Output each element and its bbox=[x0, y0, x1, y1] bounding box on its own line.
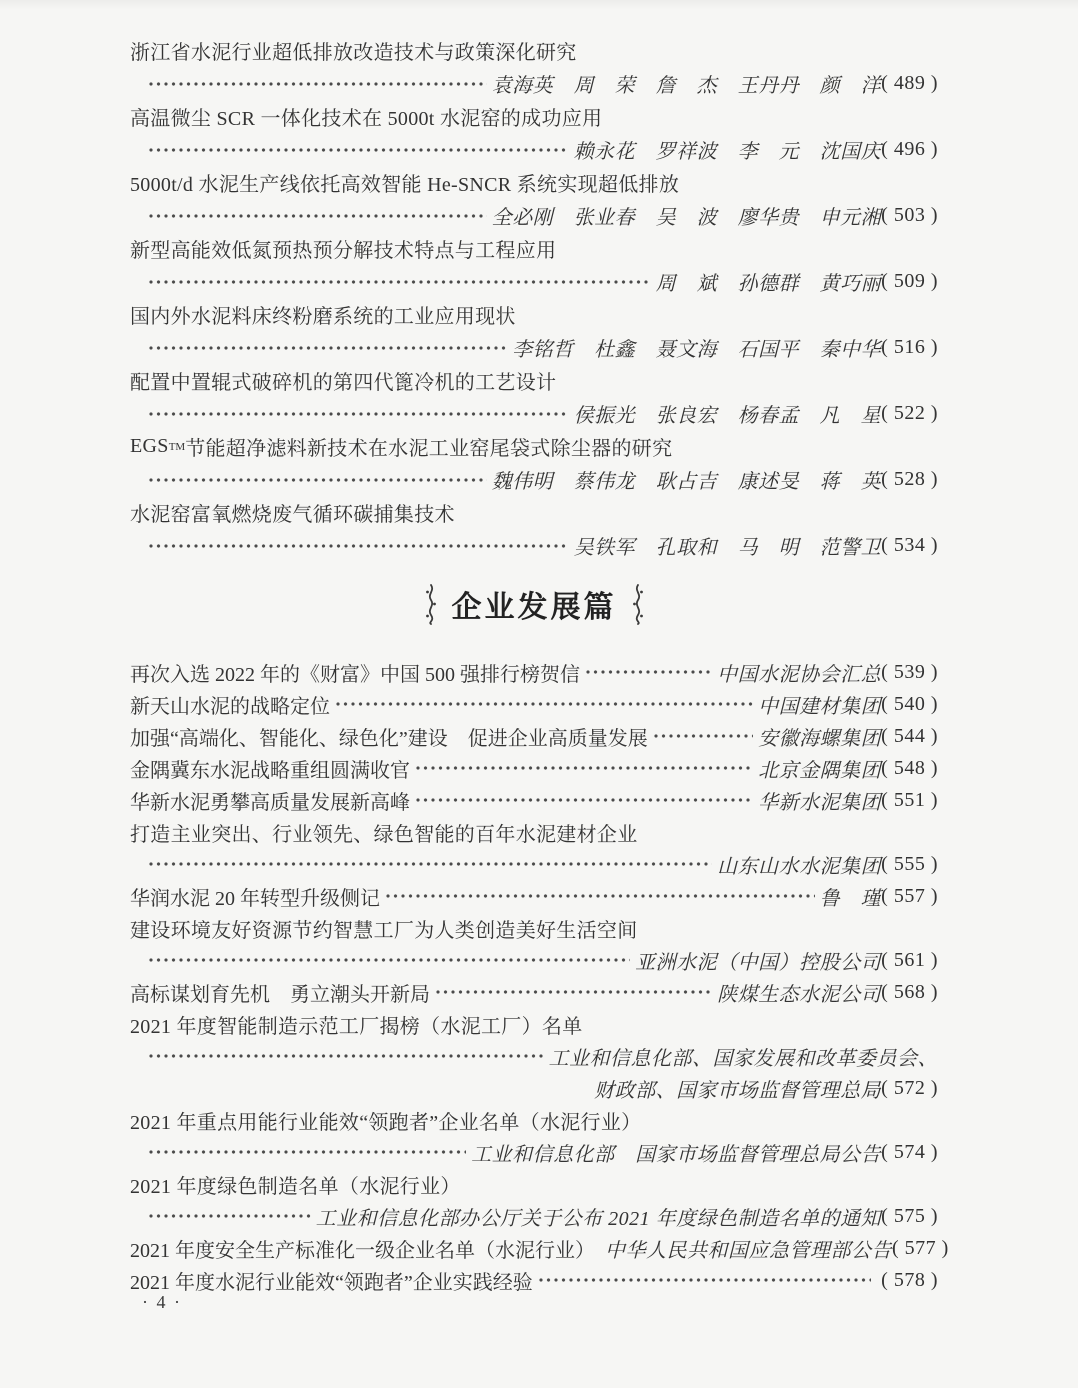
dot-leader bbox=[415, 790, 753, 810]
entry-source: 工业和信息化部办公厅关于公布 2021 年度绿色制造名单的通知 bbox=[315, 1207, 882, 1230]
entry-title: 2021 年度安全生产标准化一级企业名单（水泥行业） bbox=[130, 1239, 595, 1262]
dot-leader bbox=[435, 982, 712, 1002]
entry-page-number: ( 516 ) bbox=[881, 336, 938, 358]
entry-authors: 周 斌 孙德群 黄巧丽 bbox=[655, 273, 882, 295]
entry-author-line bbox=[130, 944, 938, 976]
page-number-footer: · 4 · bbox=[142, 1292, 182, 1312]
entry-authors: 赖永花 罗祥波 李 元 沈国庆 bbox=[573, 141, 882, 163]
dot-leader bbox=[148, 206, 487, 226]
toc-entry bbox=[130, 496, 938, 562]
dot-leader bbox=[585, 662, 712, 682]
entry-page-number: ( 522 ) bbox=[881, 402, 938, 424]
entry-authors: 吴铁军 孔取和 马 明 范警卫 bbox=[573, 537, 882, 559]
entry-title-text: 节能超净滤料新技术在水泥工业窑尾袋式除尘器的研究 bbox=[185, 438, 673, 460]
entry-source: 陕煤生态水泥公司 bbox=[717, 983, 882, 1006]
section-heading bbox=[130, 578, 938, 630]
dot-leader bbox=[148, 950, 630, 970]
entry-title: 高标谋划育先机 勇立潮头开新局 bbox=[130, 983, 430, 1006]
entry-page-number: ( 540 ) bbox=[881, 692, 938, 715]
entry-page-number: ( 489 ) bbox=[881, 72, 938, 94]
toc-entry bbox=[130, 1168, 938, 1232]
entry-author-line bbox=[130, 1136, 938, 1168]
entry-title: 水泥窑富氧燃烧废气循环碳捕集技术 bbox=[130, 504, 455, 526]
entry-title bbox=[130, 430, 938, 463]
entry-page-number: ( 572 ) bbox=[881, 1076, 938, 1099]
entry-source: 中国建材集团 bbox=[758, 695, 882, 718]
entry-page-number: ( 575 ) bbox=[881, 1204, 938, 1227]
toc-entry bbox=[130, 976, 938, 1008]
entry-source: 财政部、国家市场监督管理总局 bbox=[594, 1079, 882, 1102]
entry-page-number: ( 528 ) bbox=[881, 468, 938, 490]
toc-entry bbox=[130, 880, 938, 912]
dot-leader bbox=[148, 1206, 311, 1226]
dot-leader bbox=[385, 886, 815, 906]
entry-source: 中国水泥协会汇总 bbox=[717, 663, 882, 686]
entry-title: 新天山水泥的战略定位 bbox=[130, 695, 330, 718]
entry-source: 北京金隅集团 bbox=[758, 759, 882, 782]
entry-author-line bbox=[130, 397, 938, 430]
toc-entry bbox=[130, 100, 938, 166]
dot-leader bbox=[335, 694, 753, 714]
entry-author-line bbox=[130, 265, 938, 298]
entry-authors: 李铭哲 杜鑫 聂文海 石国平 秦中华 bbox=[512, 339, 882, 361]
floral-ornament-icon bbox=[424, 583, 438, 625]
entry-title: 高温微尘 SCR 一体化技术在 5000t 水泥窑的成功应用 bbox=[130, 108, 603, 130]
entry-authors: 袁海英 周 荣 詹 杰 王丹丹 颜 洋 bbox=[491, 75, 882, 97]
enterprise-toc-section bbox=[130, 656, 949, 1296]
dot-leader bbox=[653, 726, 753, 746]
entry-page-number: ( 577 ) bbox=[892, 1236, 949, 1259]
entry-page-number: ( 557 ) bbox=[881, 884, 938, 907]
dot-leader bbox=[148, 854, 712, 874]
entry-author-line bbox=[130, 199, 938, 232]
dot-leader bbox=[148, 1046, 544, 1066]
entry-title: 建设环境友好资源节约智慧工厂为人类创造美好生活空间 bbox=[130, 919, 638, 942]
entry-author-line bbox=[130, 529, 938, 562]
toc-entry bbox=[130, 912, 938, 976]
entry-title: 打造主业突出、行业领先、绿色智能的百年水泥建材企业 bbox=[130, 823, 638, 846]
entry-author-line bbox=[130, 331, 938, 364]
section-title: 企业发展篇 bbox=[451, 591, 617, 624]
entry-title: 2021 年重点用能行业能效“领跑者”企业名单（水泥行业） bbox=[130, 1111, 642, 1134]
entry-source: 工业和信息化部、国家发展和改革委员会、 bbox=[548, 1047, 938, 1070]
toc-entry bbox=[130, 364, 938, 430]
dot-leader bbox=[148, 404, 569, 424]
entry-page-number: ( 539 ) bbox=[881, 660, 938, 683]
entry-page-number: ( 509 ) bbox=[881, 270, 938, 292]
dot-leader bbox=[148, 74, 487, 94]
entry-author-line bbox=[130, 67, 938, 100]
toc-entry bbox=[130, 1232, 949, 1264]
entry-author-line bbox=[130, 463, 938, 496]
entry-title: 配置中置辊式破碎机的第四代篦冷机的工艺设计 bbox=[130, 372, 557, 394]
entry-page-number: ( 578 ) bbox=[881, 1268, 938, 1291]
entry-author-line bbox=[130, 133, 938, 166]
toc-entry bbox=[130, 656, 938, 688]
entry-page-number: ( 574 ) bbox=[881, 1140, 938, 1163]
toc-entry bbox=[130, 784, 938, 816]
toc-entry bbox=[130, 752, 938, 784]
entry-title: 5000t/d 水泥生产线依托高效智能 He-SNCR 系统实现超低排放 bbox=[130, 174, 680, 196]
entry-page-number: ( 544 ) bbox=[881, 724, 938, 747]
entry-page-number: ( 534 ) bbox=[881, 534, 938, 556]
entry-authors: 全必刚 张业春 吴 波 廖华贵 申元湘 bbox=[491, 207, 882, 229]
dot-leader bbox=[415, 758, 753, 778]
entry-page-number: ( 496 ) bbox=[881, 138, 938, 160]
entry-page-number: ( 568 ) bbox=[881, 980, 938, 1003]
dot-leader bbox=[538, 1270, 871, 1290]
entry-source: 华新水泥集团 bbox=[758, 791, 882, 814]
entry-source: 工业和信息化部 国家市场监督管理总局公告 bbox=[471, 1143, 882, 1166]
entry-title: 国内外水泥料床终粉磨系统的工业应用现状 bbox=[130, 306, 516, 328]
entry-title: 华润水泥 20 年转型升级侧记 bbox=[130, 887, 380, 910]
entry-source: 亚洲水泥（中国）控股公司 bbox=[635, 951, 882, 974]
entry-author-line bbox=[130, 848, 938, 880]
dot-leader bbox=[148, 140, 569, 160]
entry-title: 华新水泥勇攀高质量发展新高峰 bbox=[130, 791, 410, 814]
entry-authors: 魏伟明 蔡伟龙 耿占吉 康述旻 蒋 英 bbox=[491, 471, 882, 493]
toc-entry bbox=[130, 430, 938, 496]
entry-title: 浙江省水泥行业超低排放改造技术与政策深化研究 bbox=[130, 42, 577, 64]
toc-entry bbox=[130, 1264, 938, 1296]
dot-leader bbox=[148, 1142, 466, 1162]
entry-source: 中华人民共和国应急管理部公告 bbox=[605, 1239, 892, 1262]
entry-title: 2021 年度绿色制造名单（水泥行业） bbox=[130, 1175, 461, 1198]
entry-source: 鲁 瑾 bbox=[819, 887, 882, 910]
dot-leader bbox=[148, 272, 651, 292]
toc-entry bbox=[130, 166, 938, 232]
toc-entry bbox=[130, 720, 938, 752]
toc-entry bbox=[130, 1008, 938, 1104]
entry-author-line bbox=[130, 1200, 938, 1232]
trademark-superscript: TM bbox=[168, 440, 186, 453]
entry-title: 再次入选 2022 年的《财富》中国 500 强排行榜贺信 bbox=[130, 663, 580, 686]
entry-page-number: ( 548 ) bbox=[881, 756, 938, 779]
floral-ornament-icon bbox=[631, 583, 645, 625]
entry-title: 2021 年度水泥行业能效“领跑者”企业实践经验 bbox=[130, 1271, 533, 1294]
toc-entry bbox=[130, 34, 938, 100]
toc-entry bbox=[130, 232, 938, 298]
entry-title: 加强“高端化、智能化、绿色化”建设 促进企业高质量发展 bbox=[130, 727, 648, 750]
entry-source: 安徽海螺集团 bbox=[758, 727, 882, 750]
entry-page-number: ( 555 ) bbox=[881, 852, 938, 875]
entry-page-number: ( 551 ) bbox=[881, 788, 938, 811]
entry-title: 2021 年度智能制造示范工厂揭榜（水泥工厂）名单 bbox=[130, 1015, 583, 1038]
entry-title-text: EGS bbox=[130, 435, 169, 457]
entry-title: 新型高能效低氮预热预分解技术特点与工程应用 bbox=[130, 240, 557, 262]
toc-entry bbox=[130, 298, 938, 364]
dot-leader bbox=[148, 470, 487, 490]
articles-toc-section bbox=[130, 34, 938, 562]
dot-leader bbox=[148, 338, 507, 358]
entry-source: 山东山水水泥集团 bbox=[717, 855, 882, 878]
entry-author-line bbox=[130, 1040, 938, 1072]
entry-page-number: ( 503 ) bbox=[881, 204, 938, 226]
entry-title: 金隅冀东水泥战略重组圆满收官 bbox=[130, 759, 410, 782]
entry-authors: 侯振光 张良宏 杨春孟 凡 星 bbox=[573, 405, 882, 427]
entry-page-number: ( 561 ) bbox=[881, 948, 938, 971]
entry-author-line bbox=[130, 1072, 938, 1104]
toc-entry bbox=[130, 1104, 938, 1168]
toc-entry bbox=[130, 816, 938, 880]
toc-entry bbox=[130, 688, 938, 720]
dot-leader bbox=[148, 536, 569, 556]
